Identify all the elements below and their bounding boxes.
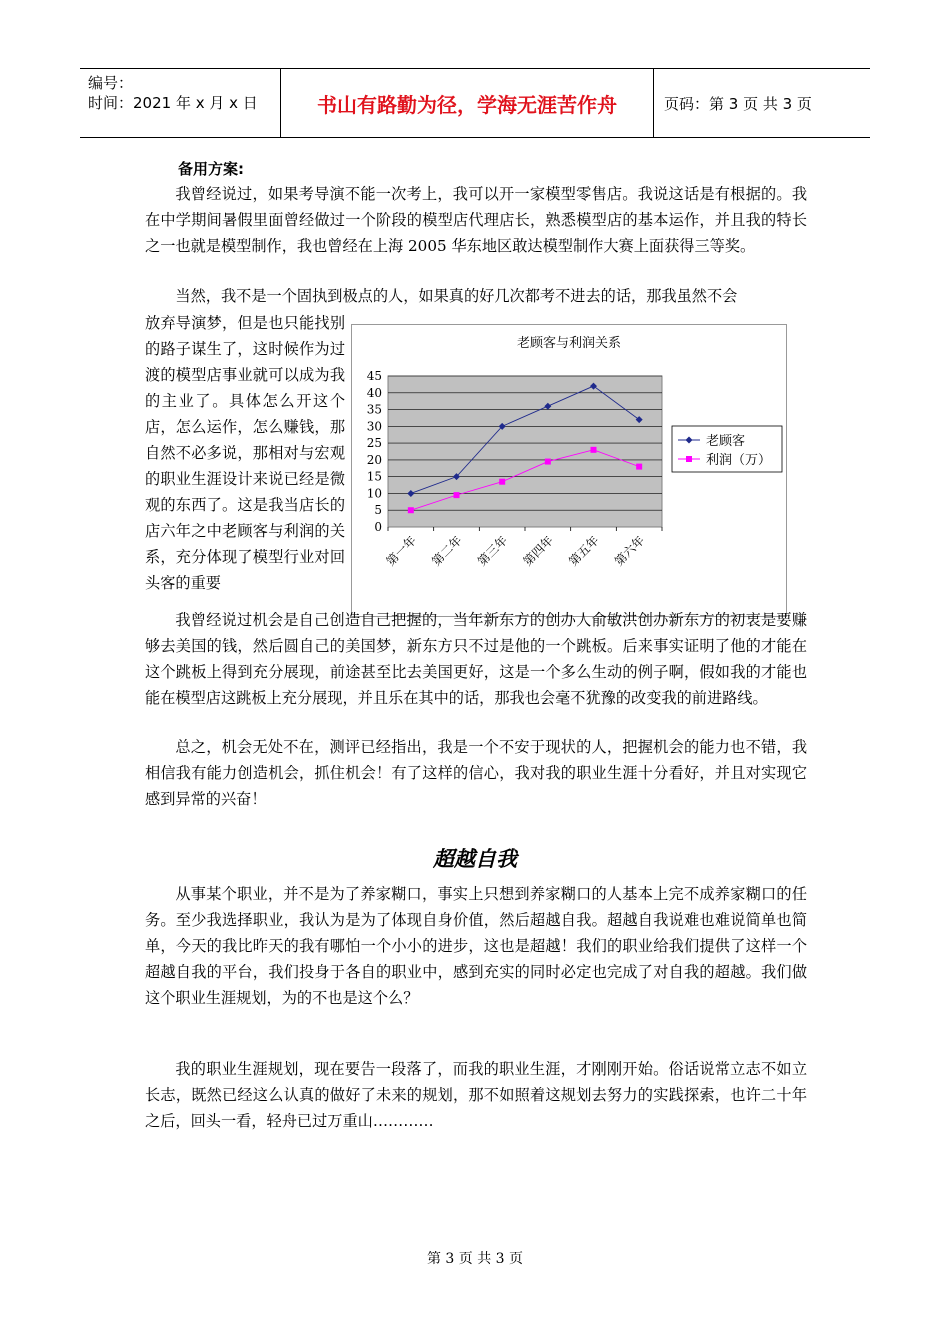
paragraph-3: 我曾经说过机会是自己创造自己把握的，当年新东方的创办人俞敏洪创办新东方的初衷是要赚够去美国的钱，然后圆自己的美国梦，新东方只不过是他的一个跳板。后来事实证明了他的才能在这个跳板上得到充分展现，前途甚至比去美国更好，这是一个多么生动的例子啊，假如我的才能也能在模型店这跳板上充分展现，并且乐在其中的话，那我也会毫不犹豫的改变我的前进路线。 — [145, 611, 807, 707]
legend-label: 老顾客 — [706, 434, 746, 449]
y-tick-label: 30 — [366, 419, 382, 434]
y-tick-label: 0 — [374, 520, 382, 534]
header-page-info: 页码：第 3 页 共 3 页 — [664, 94, 812, 113]
x-tick-label: 第一年 — [383, 533, 419, 569]
document-date-label: 时间：2021 年 x 月 x 日 — [88, 94, 258, 112]
x-tick-label: 第二年 — [429, 533, 465, 569]
x-tick-label: 第六年 — [611, 533, 648, 569]
paragraph-4: 总之，机会无处不在，测评已经指出，我是一个不安于现状的人，把握机会的能力也不错，我相信我有能力创造机会，抓住机会！有了这样的信心，我对我的职业生涯十分看好，并且对实现它感到异常的兴奋！ — [145, 738, 807, 808]
y-tick-label: 45 — [366, 369, 382, 383]
y-tick-label: 5 — [374, 503, 382, 518]
x-tick-label: 第五年 — [566, 533, 602, 569]
chart-container — [351, 324, 787, 617]
x-tick-label: 第三年 — [474, 533, 511, 569]
header-meta — [80, 69, 281, 137]
data-point — [545, 459, 551, 465]
document-number-label: 编号： — [88, 74, 134, 92]
data-point — [454, 492, 460, 498]
section-title: 超越自我 — [433, 846, 517, 871]
header-motto: 书山有路勤为径，学海无涯苦作舟 — [281, 69, 654, 137]
paragraph-5: 从事某个职业，并不是为了养家糊口，事实上只想到养家糊口的人基本上完不成养家糊口的任务。至少我选择职业，我认为是为了体现自身价值，然后超越自我。超越自我说难也难说简单也简单，今天的我比昨天的我有哪怕一个小小的进步，这也是超越！我们的职业给我们提供了这样一个超越自我的平台，我们投身于各自的职业中，感到充实的同时必定也完成了对自我的超越。我们做这个职业生涯规划，为的不也是这个么？ — [145, 885, 807, 1007]
data-point — [499, 479, 505, 485]
y-tick-label: 40 — [366, 385, 382, 400]
paragraph-1: 我曾经说过，如果考导演不能一次考上，我可以开一家模型零售店。我说这话是有根据的。我在中学期间暑假里面曾经做过一个阶段的模型店代理店长，熟悉模型店的基本运作，并且我的特长之一也就是模型制作，我也曾经在上海 2005 华东地区敢达模型制作大赛上面获得三等奖。 — [145, 185, 807, 255]
x-tick-label: 第四年 — [520, 533, 556, 569]
chart-title: 老顾客与利润关系 — [516, 336, 622, 351]
page-header — [80, 68, 870, 138]
paragraph-6: 我的职业生涯规划，现在要告一段落了，而我的职业生涯，才刚刚开始。俗话说常立志不如立长志，既然已经这么认真的做好了未来的规划，那不如照着这规划去努力的实践探索，也许二十年之后，回头一看，轻舟已过万重山………… — [145, 1060, 807, 1130]
legend-label: 利润（万） — [706, 453, 772, 468]
section-label: 备用方案: — [178, 160, 244, 178]
y-tick-label: 35 — [366, 402, 382, 417]
y-tick-label: 20 — [366, 452, 382, 467]
paragraph-2-first-line: 当然，我不是一个固执到极点的人，如果真的好几次都考不进去的话，那我虽然不会 — [175, 287, 738, 305]
data-point — [636, 464, 642, 470]
line-chart — [352, 325, 786, 616]
legend-marker — [686, 456, 692, 462]
y-tick-label: 25 — [366, 436, 382, 451]
data-point — [408, 507, 414, 513]
data-point — [591, 447, 597, 453]
y-tick-label: 10 — [366, 486, 382, 501]
page-footer: 第 3 页 共 3 页 — [426, 1251, 524, 1267]
paragraph-2-side: 放弃导演梦，但是也只能找别的路子谋生了，这时候作为过渡的模型店事业就可以成为我的主业了。具体怎么开这个店，怎么运作，怎么赚钱，那自然不必多说，那相对与宏观的职业生涯设计来说已经是微观的东西了。这是我当店长的店六年之中老顾客与利润的关系，充分体现了模型行业对回头客的重要 — [145, 314, 345, 592]
y-tick-label: 15 — [366, 469, 382, 484]
